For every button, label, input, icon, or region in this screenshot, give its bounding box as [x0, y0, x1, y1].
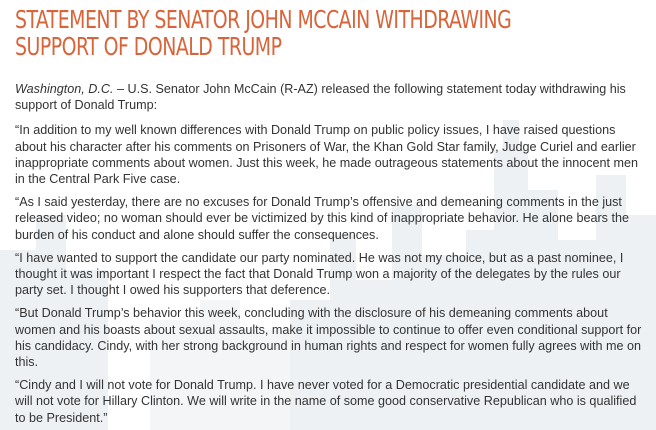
statement-body — [15, 81, 642, 426]
headline-line-2: SUPPORT OF DONALD TRUMP — [15, 32, 282, 61]
statement-paragraph-1: “In addition to my well known differences with Donald Trump on public policy issues, I have raised questions about his character after his comments on Prisoners of War, the Khan Gold Star family, Judge Curiel and earlier inappropriate comments about women. Just this week, he made outrageous statements about the innocent men in the Central Park Five case. — [15, 123, 639, 187]
statement-paragraph-5: “Cindy and I will not vote for Donald Trump. I have never voted for a Democratic presidential candidate and we will not vote for Hillary Clinton. We will write in the name of some good conservative Republican who is qualified to be President.” — [15, 378, 637, 425]
dateline: Washington, D.C. — [15, 82, 114, 96]
statement-paragraph-4: “But Donald Trump’s behavior this week, concluding with the disclosure of his demeaning comments about women and his boasts about sexual assaults, make it impossible to continue to offer even conditional support for his candidacy. Cindy, with her strong background in human rights and respect for women fully agrees with me on this. — [15, 306, 642, 370]
statement-paragraph-3: “I have wanted to support the candidate our party nominated. He was not my choice, but as a past nominee, I thought it was important I respect the fact that Donald Trump won a majority of the delegates by the rules our party set. I thought I owed his supporters that deference. — [15, 250, 624, 298]
lead-text: – U.S. Senator John McCain (R-AZ) released the following statement today withdrawing his support of Donald Trump: — [15, 82, 626, 113]
statement-headline — [15, 6, 642, 60]
lead-paragraph — [15, 81, 642, 113]
headline-line-1: STATEMENT BY SENATOR JOHN MCCAIN WITHDRAWING — [15, 5, 512, 34]
statement-paragraph-2: “As I said yesterday, there are no excuses for Donald Trump’s offensive and demeaning comments in the just released video; no woman should ever be victimized by this kind of inappropriate behavior. He alone bears the burden of his conduct and alone should suffer the consequences. — [15, 195, 629, 242]
